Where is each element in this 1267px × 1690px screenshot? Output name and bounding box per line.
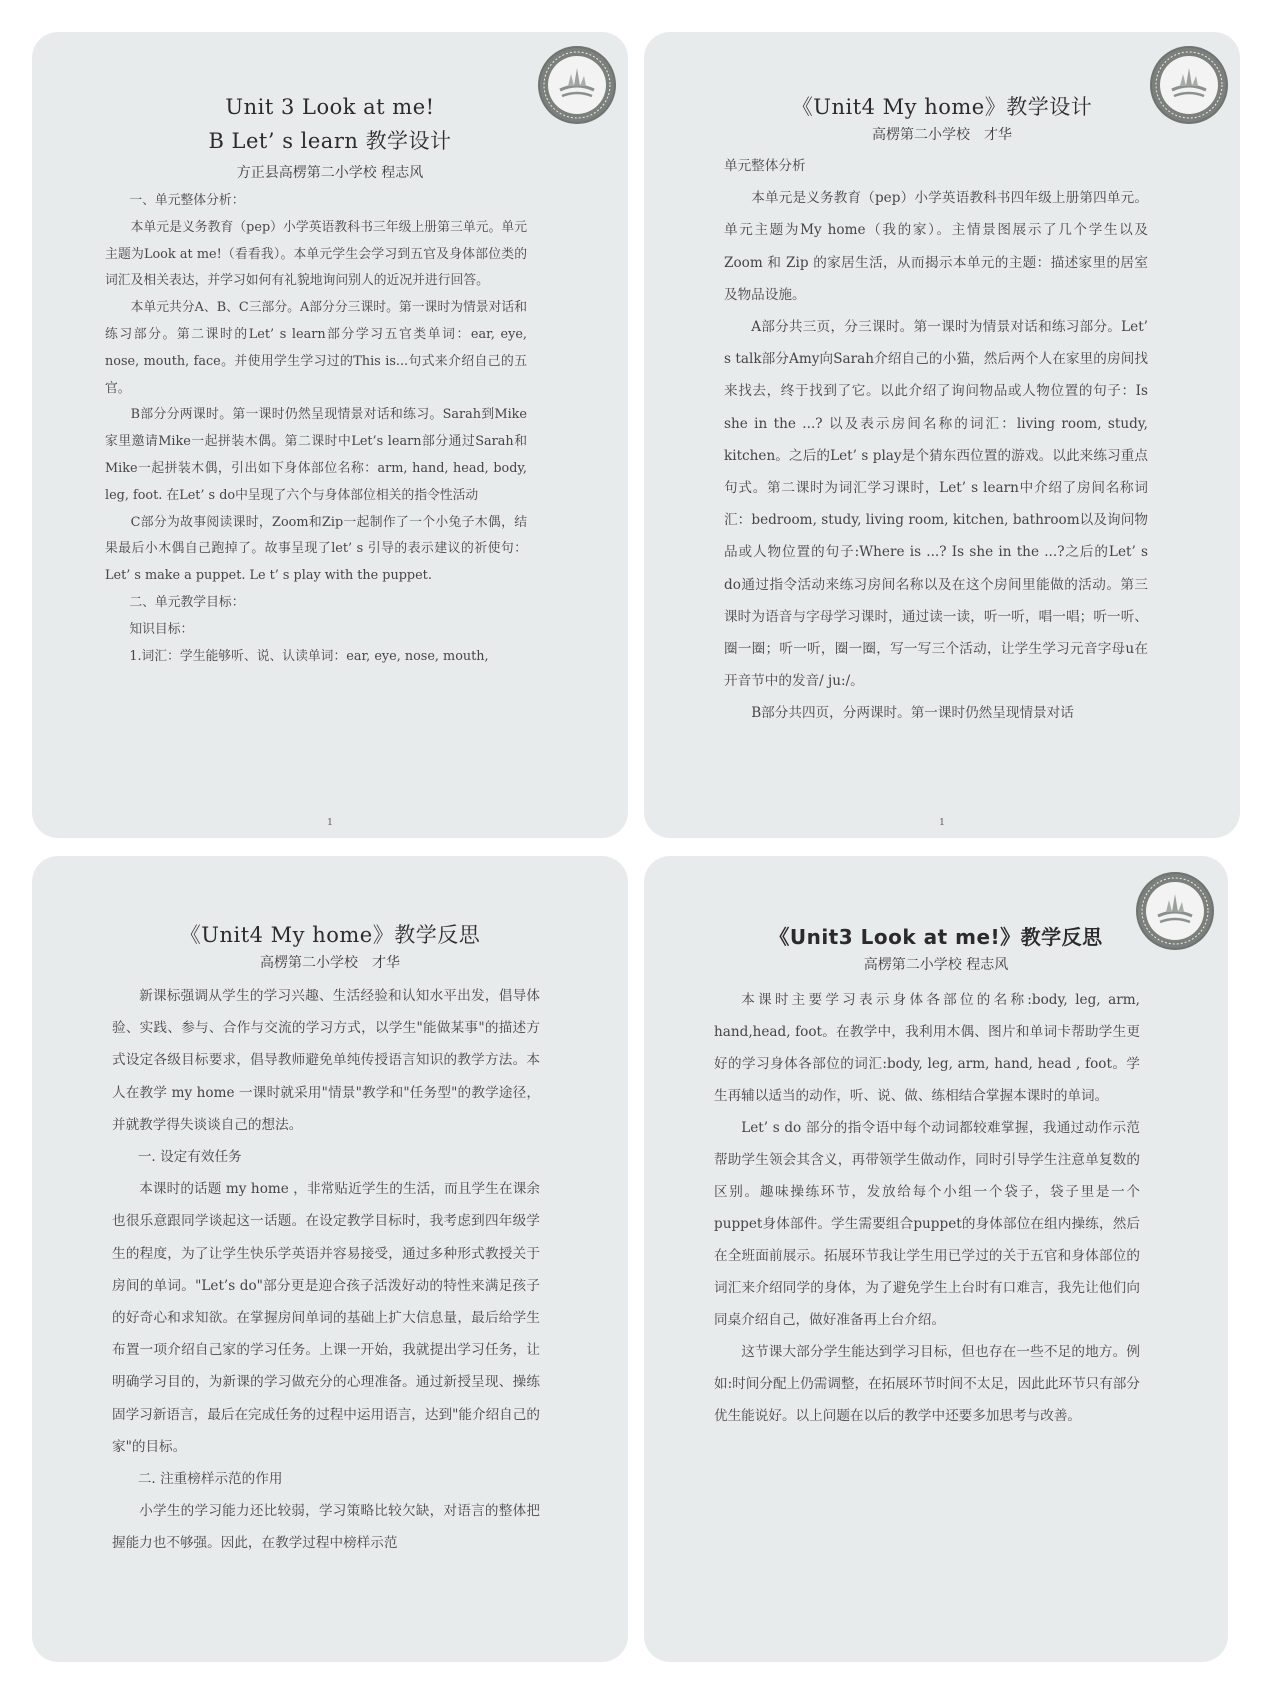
paragraph: 本单元共分A、B、C三部分。A部分分三课时。第一课时为情景对话和练习部分。第二课时的Let’ s learn部分学习五官类单词：ear, eye, nose, mouth, face。并使用学生学习过的This is...句式来介绍自己的五官。 [105, 300, 527, 396]
paragraph: 这节课大部分学生能达到学习目标，但也存在一些不足的地方。例如:时间分配上仍需调整，在拓展环节时间不太足，因此此环节只有部分优生能说好。以上问题在以后的教学中还要多加思考与改善。 [714, 1344, 1140, 1424]
paragraph: 本课时主要学习表示身体各部位的名称:body, leg, arm, hand,head, foot。在教学中，我利用木偶、图片和单词卡帮助学生更好的学习身体各部位的词汇:body, leg, arm, hand, head , foot。学生再辅以适当的动作，听、说、做、练相结合掌握本课时的单词。 [714, 992, 1140, 1104]
paragraph: 本单元是义务教育（pep）小学英语教科书三年级上册第三单元。单元主题为Look at me!（看看我）。本单元学生会学习到五官及身体部位类的词汇及相关表达，并学习如何有礼貌地询问别人的近况并进行回答。 [105, 219, 527, 289]
document-author: 方正县高楞第二小学校 程志风 [236, 165, 424, 181]
document-page-unit3-reflection [644, 856, 1228, 1662]
document-author: 高楞第二小学校 程志风 [863, 957, 1009, 973]
section-heading: 单元整体分析 [724, 158, 806, 174]
document-page-unit3-design [32, 32, 628, 838]
paragraph: 小学生的学习能力还比较弱，学习策略比较欠缺，对语言的整体把握能力也不够强。因此，在教学过程中榜样示范 [112, 1503, 540, 1552]
document-body [724, 150, 1148, 730]
document-body [714, 984, 1140, 1432]
section-heading: 二. 注重榜样示范的作用 [137, 1471, 283, 1488]
paragraph: 本单元是义务教育（pep）小学英语教科书四年级上册第四单元。单元主题为My home（我的家）。主情景图展示了几个学生以及 Zoom 和 Zip 的家居生活，从而揭示本单元的主题：描述家里的居室及物品设施。 [724, 190, 1148, 303]
sub-heading: 知识目标： [129, 621, 194, 637]
document-body [105, 188, 527, 670]
paragraph: A部分共三页，分三课时。第一课时为情景对话和练习部分。Let’ s talk部分Amy向Sarah介绍自己的小猫，然后两个人在家里的房间找来找去，终于找到了它。以此介绍了询问物品或人物位置的句子：Is she in the ...? 以及表示房间名称的词汇：living room, study, kitchen。之后的Let’ s play是个猜东西位置的游戏。以此来练习重点句式。第二课时为词汇学习课时，Let’ s learn中介绍了房间名称词汇：bedroom, study, living room, kitchen, bathroom以及询问物品或人物位置的句子:Where is ...? Is she in the ...?之后的Let’ s do通过指令活动来练习房间名称以及在这个房间里能做的活动。第三课时为语音与字母学习课时，通过读一读，听一听，唱一唱；听一听、圈一圈；听一听，圈一圈，写一写三个活动，让学生学习元音字母u在开音节中的发音/ ju:/。 [724, 319, 1148, 690]
list-item: 1.词汇：学生能够听、说、认读单词：ear, eye, nose, mouth, [129, 648, 489, 664]
section-heading: 一、单元整体分析： [129, 193, 245, 208]
page-number: 1 [939, 818, 945, 828]
document-body [112, 980, 540, 1560]
paragraph: Let’ s do 部分的指令语中每个动词都较难掌握，我通过动作示范帮助学生领会其含义，再带领学生做动作，同时引导学生注意单复数的区别。趣味操练环节，发放给每个小组一个袋子，袋子里是一个puppet身体部件。学生需要组合puppet的身体部位在组内操练，然后在全班面前展示。拓展环节我让学生用已学过的关于五官和身体部位的词汇来介绍同学的身体，为了避免学生上台时有口难言，我先让他们向同桌介绍自己，做好准备再上台介绍。 [714, 1120, 1140, 1328]
document-title: 《Unit4 My home》教学设计 [791, 95, 1093, 119]
document-title-line1: Unit 3 Look at me! [225, 95, 435, 119]
document-title-line2: B Let’ s learn 教学设计 [208, 129, 452, 153]
document-title: 《Unit4 My home》教学反思 [179, 923, 481, 947]
paragraph: 本课时的话题 my home ，非常贴近学生的生活，而且学生在课余也很乐意跟同学谈起这一话题。在设定教学目标时，我考虑到四年级学生的程度，为了让学生快乐学英语并容易接受，通过多种形式教授关于房间的单词。"Let’s do"部分更是迎合孩子活泼好动的特性来满足孩子的好奇心和求知欲。在掌握房间单词的基础上扩大信息量，最后给学生布置一项介绍自己家的学习任务。上课一开始，我就提出学习任务，让明确学习目的，为新课的学习做充分的心理准备。通过新授呈现、操练固学习新语言，最后在完成任务的过程中运用语言，达到"能介绍自己的家"的目标。 [112, 1181, 540, 1455]
paragraph: B部分共四页，分两课时。第一课时仍然呈现情景对话 [751, 705, 1074, 722]
document-page-unit4-reflection [32, 856, 628, 1662]
paragraph: B部分分两课时。第一课时仍然呈现情景对话和练习。Sarah到Mike 家里邀请Mike一起拼装木偶。第二课时中Let’s learn部分通过Sarah和Mike一起拼装木偶，引出如下身体部位名称：arm, hand, head, body, leg, foot. 在Let’ s do中呈现了六个与身体部位相关的指令性活动 [105, 407, 527, 503]
document-page-unit4-design [644, 32, 1240, 838]
paragraph: 新课标强调从学生的学习兴趣、生活经验和认知水平出发，倡导体验、实践、参与、合作与交流的学习方式，以学生"能做某事"的描述方式设定各级目标要求，倡导教师避免单纯传授语言知识的教学方法。本人在教学 my home 一课时就采用"情景"教学和"任务型"的教学途径，并就教学得失谈谈自己的想法。 [112, 988, 540, 1133]
section-heading: 二、单元教学目标： [129, 594, 245, 610]
page-number: 1 [327, 818, 333, 828]
document-author: 高楞第二小学校 才华 [260, 955, 400, 971]
document-title: 《Unit3 Look at me!》教学反思 [769, 925, 1103, 949]
section-heading: 一. 设定有效任务 [137, 1149, 242, 1166]
document-author: 高楞第二小学校 才华 [872, 127, 1012, 143]
paragraph: C部分为故事阅读课时，Zoom和Zip一起制作了一个小兔子木偶，结果最后小木偶自己跑掉了。故事呈现了let’ s 引导的表示建议的祈使句：Let’ s make a puppet. Le t’ s play with the puppet. [105, 514, 527, 584]
